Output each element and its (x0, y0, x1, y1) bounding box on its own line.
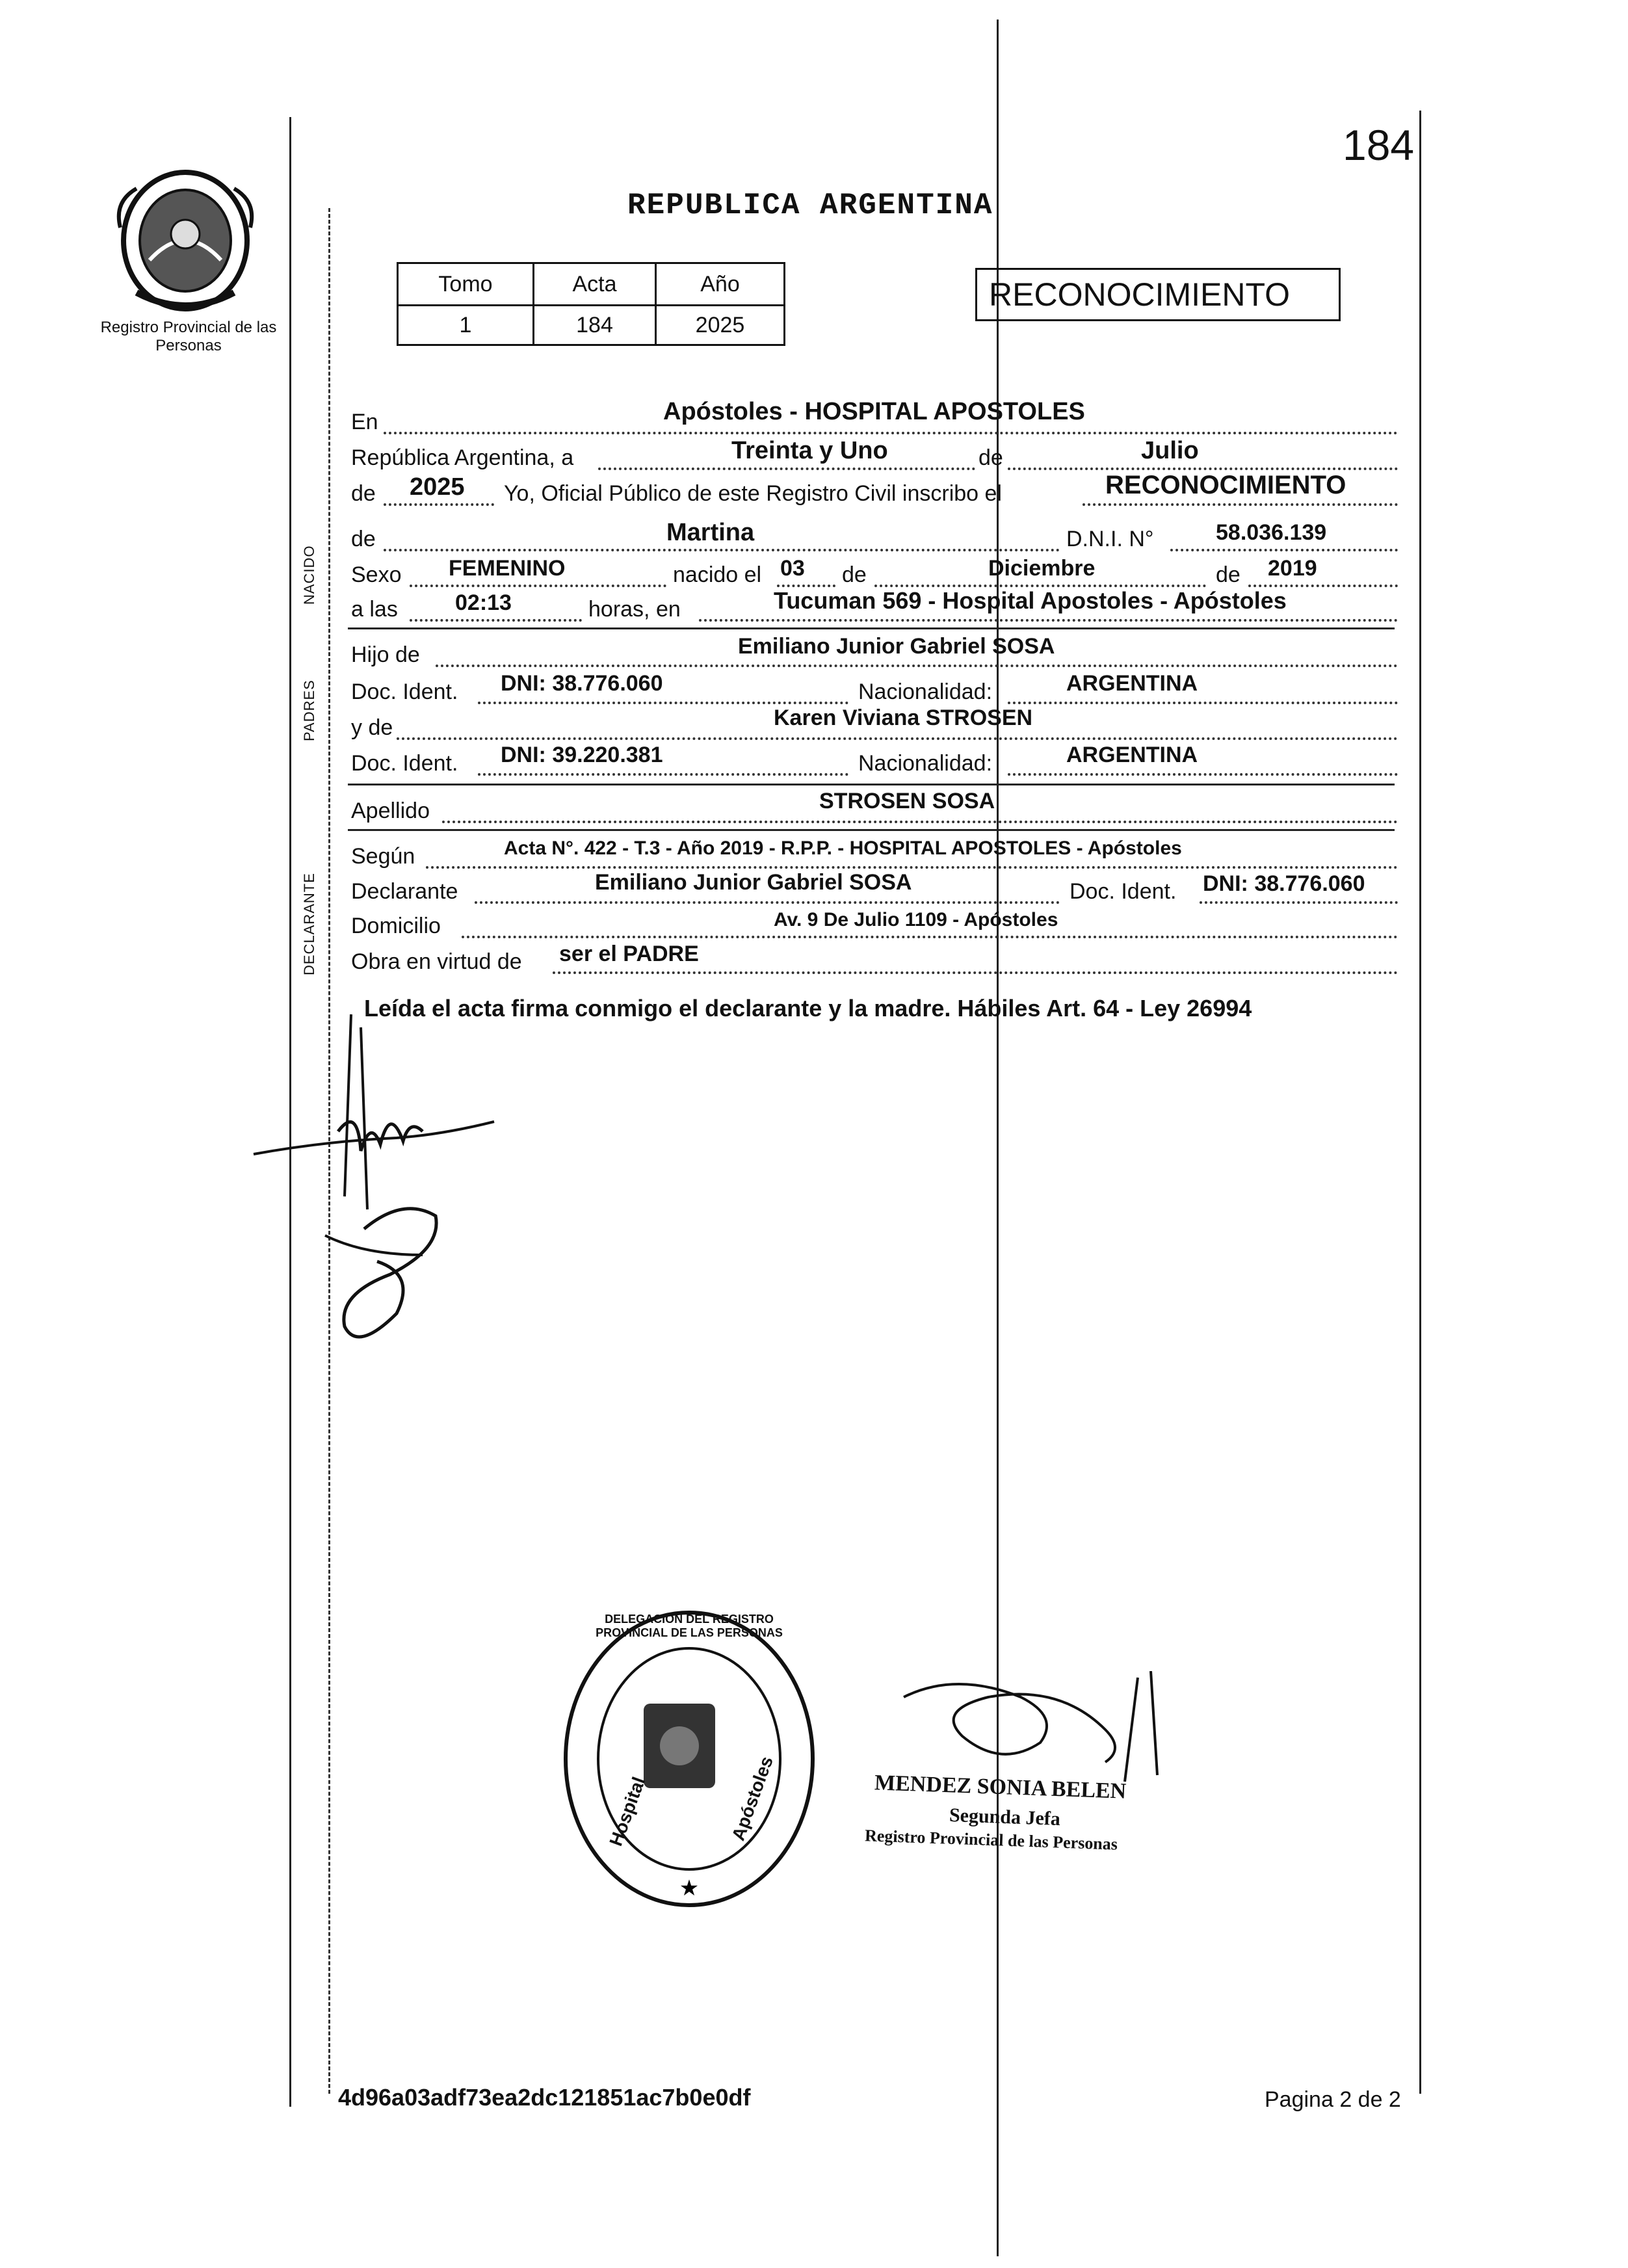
field-hora: 02:13 (455, 590, 512, 615)
field-anio-nac: 2019 (1268, 556, 1317, 581)
field-domicilio: Av. 9 De Julio 1109 - Apóstoles (774, 909, 1058, 930)
anio-value: 2025 (656, 306, 785, 345)
label-doc-ident-1: Doc. Ident. (351, 679, 458, 704)
field-segun: Acta N°. 422 - T.3 - Año 2019 - R.P.P. - HOSPITAL APOSTOLES - Apóstoles (504, 837, 1182, 859)
svg-text:★: ★ (679, 1875, 700, 1901)
label-doc-ident-2: Doc. Ident. (351, 751, 458, 776)
page-number: 184 (1343, 121, 1415, 169)
section-nacido: NACIDO (301, 545, 317, 605)
pagination: Pagina 2 de 2 (1265, 2087, 1401, 2112)
label-de-dia: de (842, 562, 867, 587)
field-sexo: FEMENINO (449, 556, 566, 581)
label-de-anio: de (351, 481, 376, 506)
label-de-ano: de (1216, 562, 1241, 587)
field-padre-doc: DNI: 38.776.060 (501, 671, 663, 696)
label-doc-ident-decl: Doc. Ident. (1070, 879, 1177, 904)
field-madre-doc: DNI: 39.220.381 (501, 743, 663, 767)
label-en: En (351, 410, 378, 434)
field-dia: Treinta y Uno (731, 437, 888, 464)
acta-header: Acta (534, 263, 656, 306)
label-hijo-de: Hijo de (351, 642, 420, 667)
field-declarante-doc: DNI: 38.776.060 (1203, 871, 1365, 896)
act-type-box: RECONOCIMIENTO (975, 268, 1341, 321)
page-title: REPUBLICA ARGENTINA (627, 189, 993, 222)
province-logo (111, 163, 260, 312)
separator-1 (348, 627, 1395, 629)
label-a-las: a las (351, 597, 398, 622)
tomo-value: 1 (398, 306, 534, 345)
field-mes: Julio (1141, 437, 1199, 464)
field-padre: Emiliano Junior Gabriel SOSA (738, 634, 1055, 659)
field-dni: 58.036.139 (1216, 520, 1327, 545)
section-padres: PADRES (301, 679, 317, 741)
field-lugar: Apóstoles - HOSPITAL APOSTOLES (663, 398, 1085, 425)
acta-value: 184 (534, 306, 656, 345)
field-obra: ser el PADRE (559, 942, 699, 966)
registry-caption: Registro Provincial de las Personas (100, 319, 277, 354)
official-seal (559, 1606, 819, 1912)
field-nombre: Martina (666, 519, 755, 546)
field-declarante: Emiliano Junior Gabriel SOSA (595, 870, 912, 895)
section-declarante: DECLARANTE (301, 873, 317, 975)
field-anio: 2025 (410, 473, 465, 501)
label-de-mes: de (978, 445, 1003, 470)
reading-note: Leída el acta firma conmigo el declarante y la madre. Hábiles Art. 64 - Ley 26994 (364, 995, 1252, 1022)
label-republica: República Argentina, a (351, 445, 574, 470)
tomo-header: Tomo (398, 263, 534, 306)
label-declarante: Declarante (351, 879, 458, 904)
label-nacido-el: nacido el (673, 562, 762, 587)
label-apellido: Apellido (351, 798, 430, 823)
label-nacionalidad-2: Nacionalidad: (858, 751, 993, 776)
official-signature (891, 1671, 1216, 1788)
field-apellido: STROSEN SOSA (819, 789, 995, 813)
label-sexo: Sexo (351, 562, 402, 587)
label-dni: D.N.I. N° (1066, 527, 1154, 551)
field-tipo: RECONOCIMIENTO (1105, 471, 1346, 499)
seal-inner-hospital: Hospital (605, 1774, 650, 1849)
official-office: Registro Provincial de las Personas (864, 1826, 1118, 1854)
separator-2 (348, 784, 1395, 785)
label-de-nombre: de (351, 527, 376, 551)
label-oficial: Yo, Oficial Público de este Registro Civil inscribo el (504, 481, 1002, 506)
field-madre-nac: ARGENTINA (1066, 743, 1198, 767)
label-domicilio: Domicilio (351, 914, 441, 938)
fold-line (997, 20, 999, 2256)
seal-text: DELEGACION DEL REGISTRO PROVINCIAL DE LAS PERSONAS (596, 1613, 783, 1639)
field-madre: Karen Viviana STROSEN (774, 705, 1033, 730)
document-hash: 4d96a03adf73ea2dc121851ac7b0e0df (338, 2084, 751, 2111)
separator-3 (348, 829, 1395, 831)
label-y-de: y de (351, 715, 393, 740)
label-horas-en: horas, en (588, 597, 681, 622)
declarant-signature (247, 1001, 520, 1365)
label-nacionalidad-1: Nacionalidad: (858, 679, 993, 704)
official-name: MENDEZ SONIA BELEN (874, 1771, 1127, 1804)
field-dia-nac: 03 (780, 556, 805, 581)
record-table (397, 262, 785, 346)
label-obra: Obra en virtud de (351, 949, 522, 974)
seal-inner-apostoles: Apóstoles (728, 1753, 777, 1843)
field-padre-nac: ARGENTINA (1066, 671, 1198, 696)
field-lugar-nac: Tucuman 569 - Hospital Apostoles - Apóstoles (774, 587, 1287, 614)
label-segun: Según (351, 844, 415, 869)
field-mes-nac: Diciembre (988, 556, 1096, 581)
anio-header: Año (656, 263, 785, 306)
right-margin-line (1419, 111, 1421, 2094)
official-role: Segunda Jefa (949, 1804, 1061, 1830)
